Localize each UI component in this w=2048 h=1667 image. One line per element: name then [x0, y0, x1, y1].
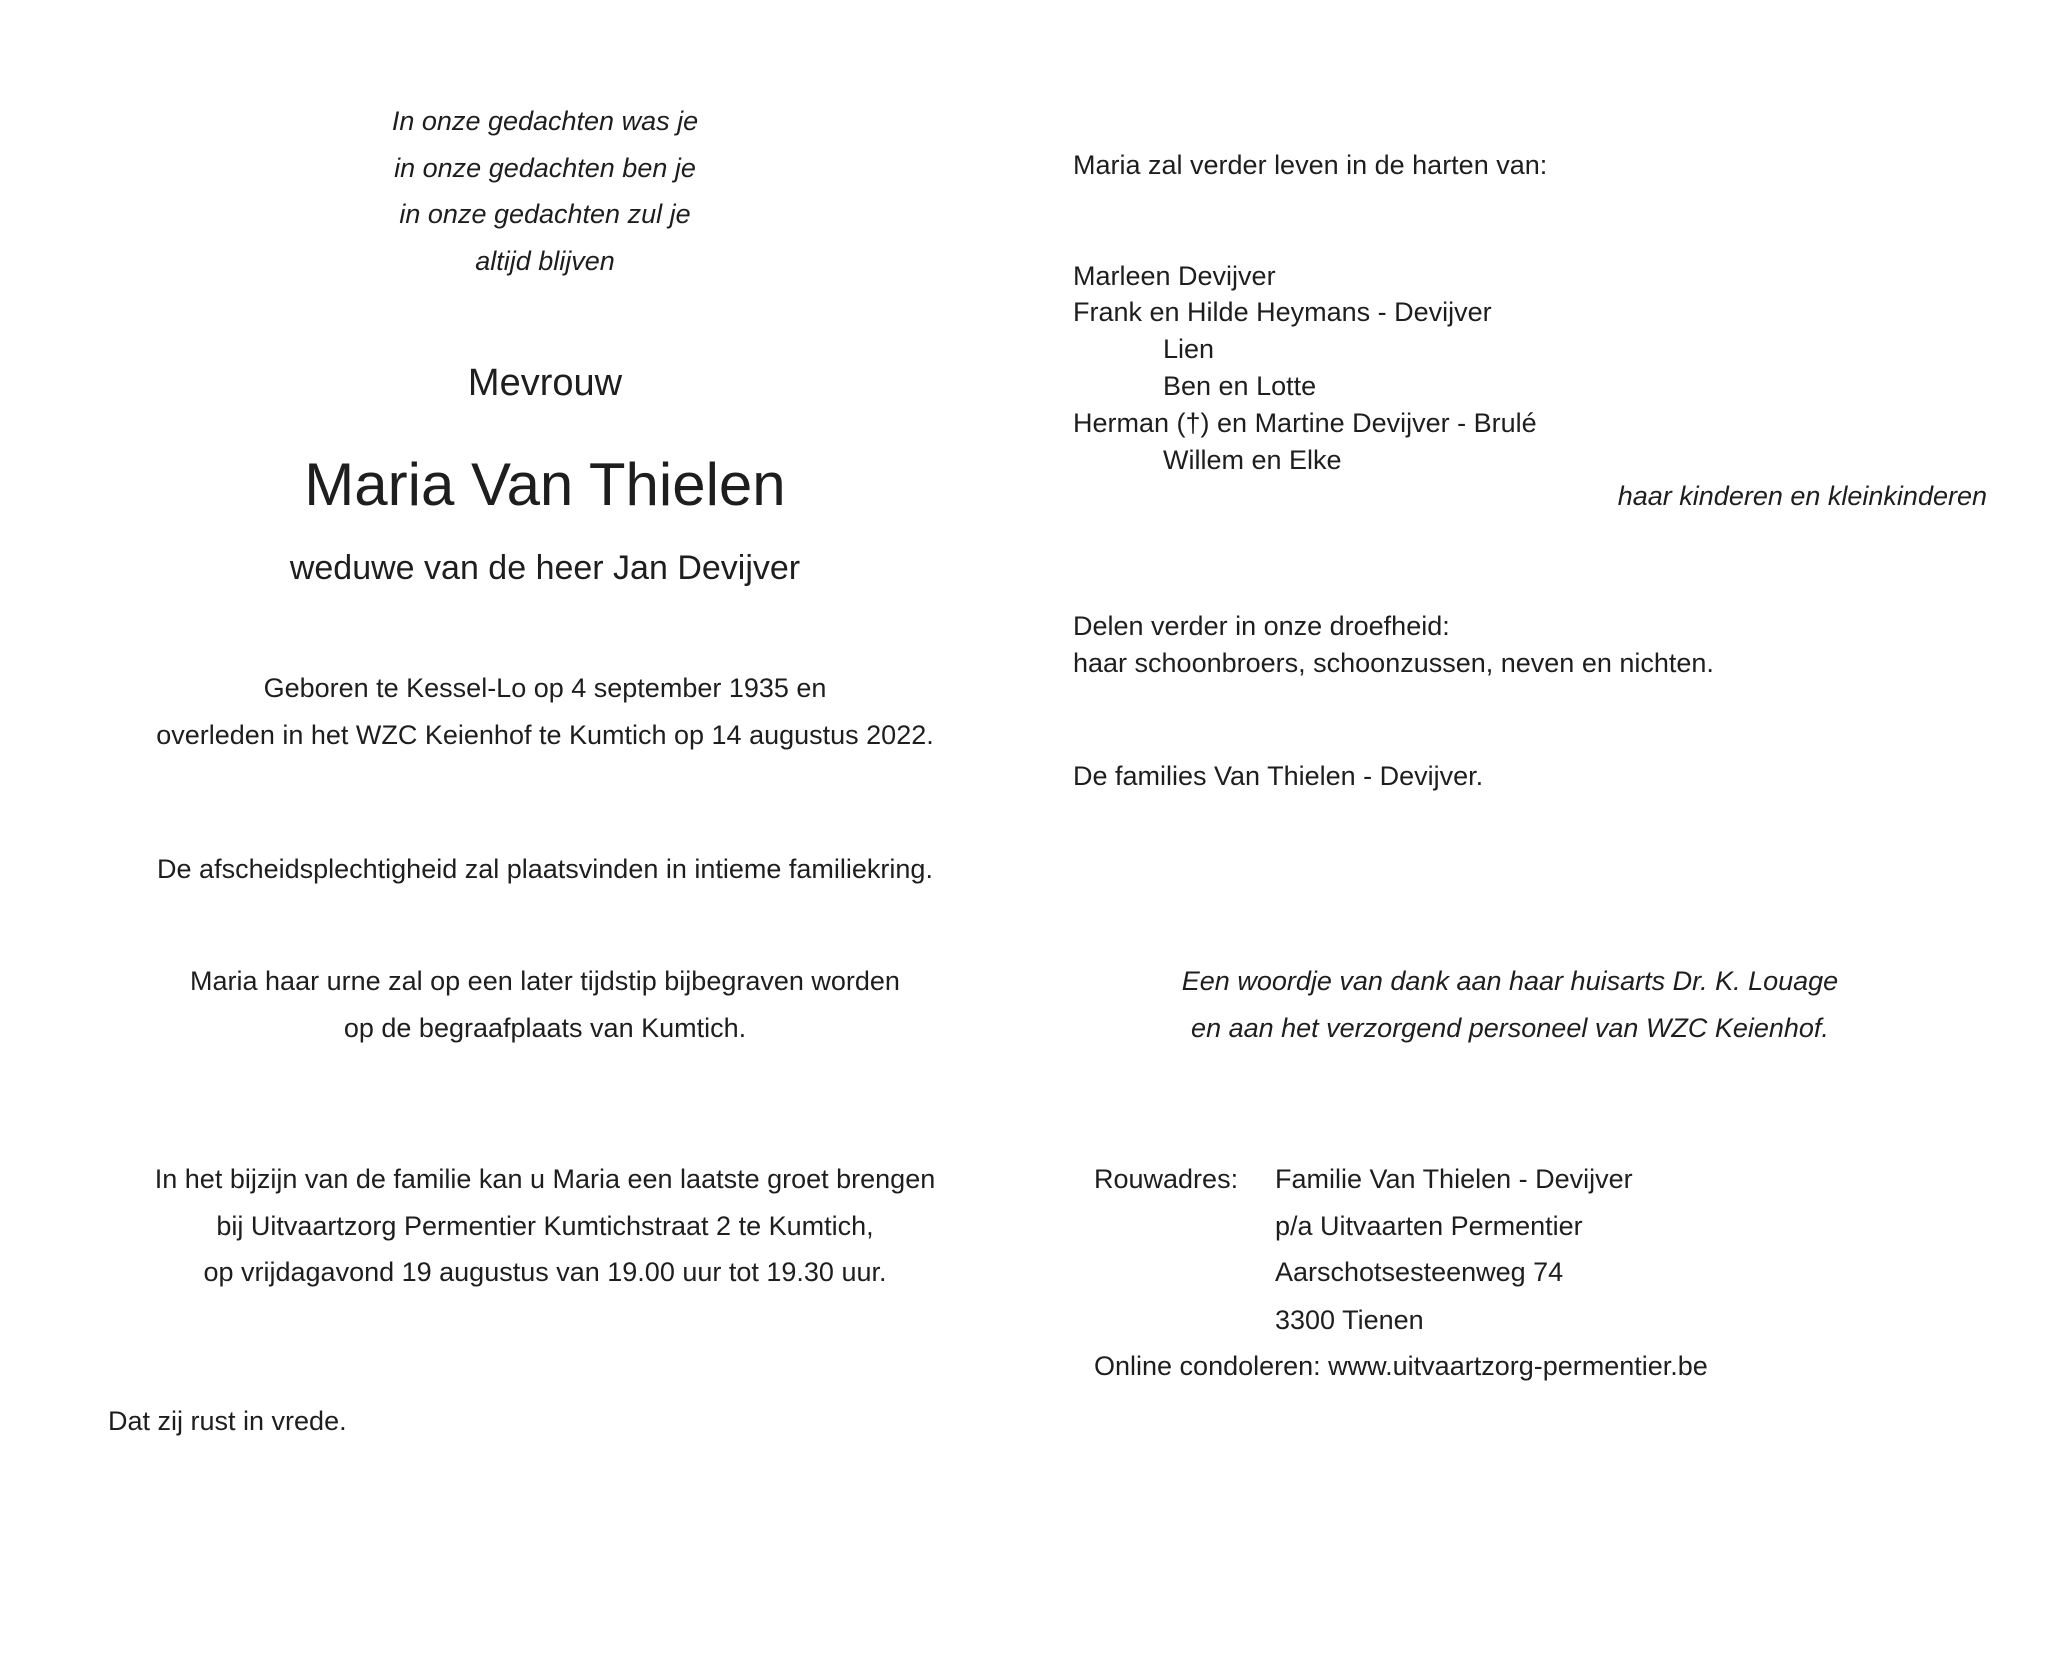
family-member: Lien: [1163, 334, 1215, 364]
family-member: Herman (†) en Martine Devijver - Brulé: [1073, 408, 1537, 438]
poem-line: in onze gedachten zul je: [399, 199, 691, 229]
thanks-line: Een woordje van dank aan haar huisarts Dr. K. Louage: [1181, 966, 1839, 996]
visit-line: bij Uitvaartzorg Permentier Kumtichstraat 2 te Kumtich,: [216, 1211, 874, 1241]
intro-text: Maria zal verder leven in de harten van:: [1073, 150, 1548, 180]
visit-line: op vrijdagavond 19 augustus van 19.00 uur tot 19.30 uur.: [203, 1257, 887, 1287]
address-line: p/a Uitvaarten Permentier: [1275, 1211, 1583, 1241]
family-caption: haar kinderen en kleinkinderen: [1617, 481, 1987, 511]
family-member: Marleen Devijver: [1073, 261, 1276, 291]
address-label: Rouwadres:: [1094, 1164, 1239, 1194]
subtitle: weduwe van de heer Jan Devijver: [289, 549, 801, 587]
family-member: Ben en Lotte: [1163, 371, 1317, 401]
title: Mevrouw: [467, 362, 623, 404]
others-line: Delen verder in onze droefheid:: [1073, 611, 1450, 641]
online-condolence-link[interactable]: Online condoleren: www.uitvaartzorg-permentier.be: [1094, 1351, 1708, 1381]
birth-line: Geboren te Kessel-Lo op 4 september 1935 en: [263, 673, 827, 703]
families-text: De families Van Thielen - Devijver.: [1073, 761, 1484, 791]
poem-line: altijd blijven: [475, 246, 615, 276]
address-line: Aarschotsesteenweg 74: [1275, 1257, 1564, 1287]
address-line: 3300 Tienen: [1275, 1305, 1424, 1335]
urn-line: Maria haar urne zal op een later tijdstip bijbegraven worden: [190, 966, 900, 996]
family-member: Willem en Elke: [1163, 445, 1342, 475]
ceremony-text: De afscheidsplechtigheid zal plaatsvinden in intieme familiekring.: [157, 854, 933, 884]
death-line: overleden in het WZC Keienhof te Kumtich op 14 augustus 2022.: [156, 720, 934, 750]
visit-line: In het bijzijn van de familie kan u Maria een laatste groet brengen: [154, 1164, 936, 1194]
family-member: Frank en Hilde Heymans - Devijver: [1073, 297, 1492, 327]
others-line: haar schoonbroers, schoonzussen, neven en nichten.: [1073, 648, 1714, 678]
poem-line: in onze gedachten ben je: [394, 153, 696, 183]
deceased-name: Maria Van Thielen: [304, 451, 786, 518]
closing-text: Dat zij rust in vrede.: [108, 1406, 347, 1436]
urn-line: op de begraafplaats van Kumtich.: [343, 1013, 747, 1043]
poem-line: In onze gedachten was je: [391, 106, 699, 136]
address-line: Familie Van Thielen - Devijver: [1275, 1164, 1633, 1194]
thanks-line: en aan het verzorgend personeel van WZC Keienhof.: [1191, 1013, 1829, 1043]
